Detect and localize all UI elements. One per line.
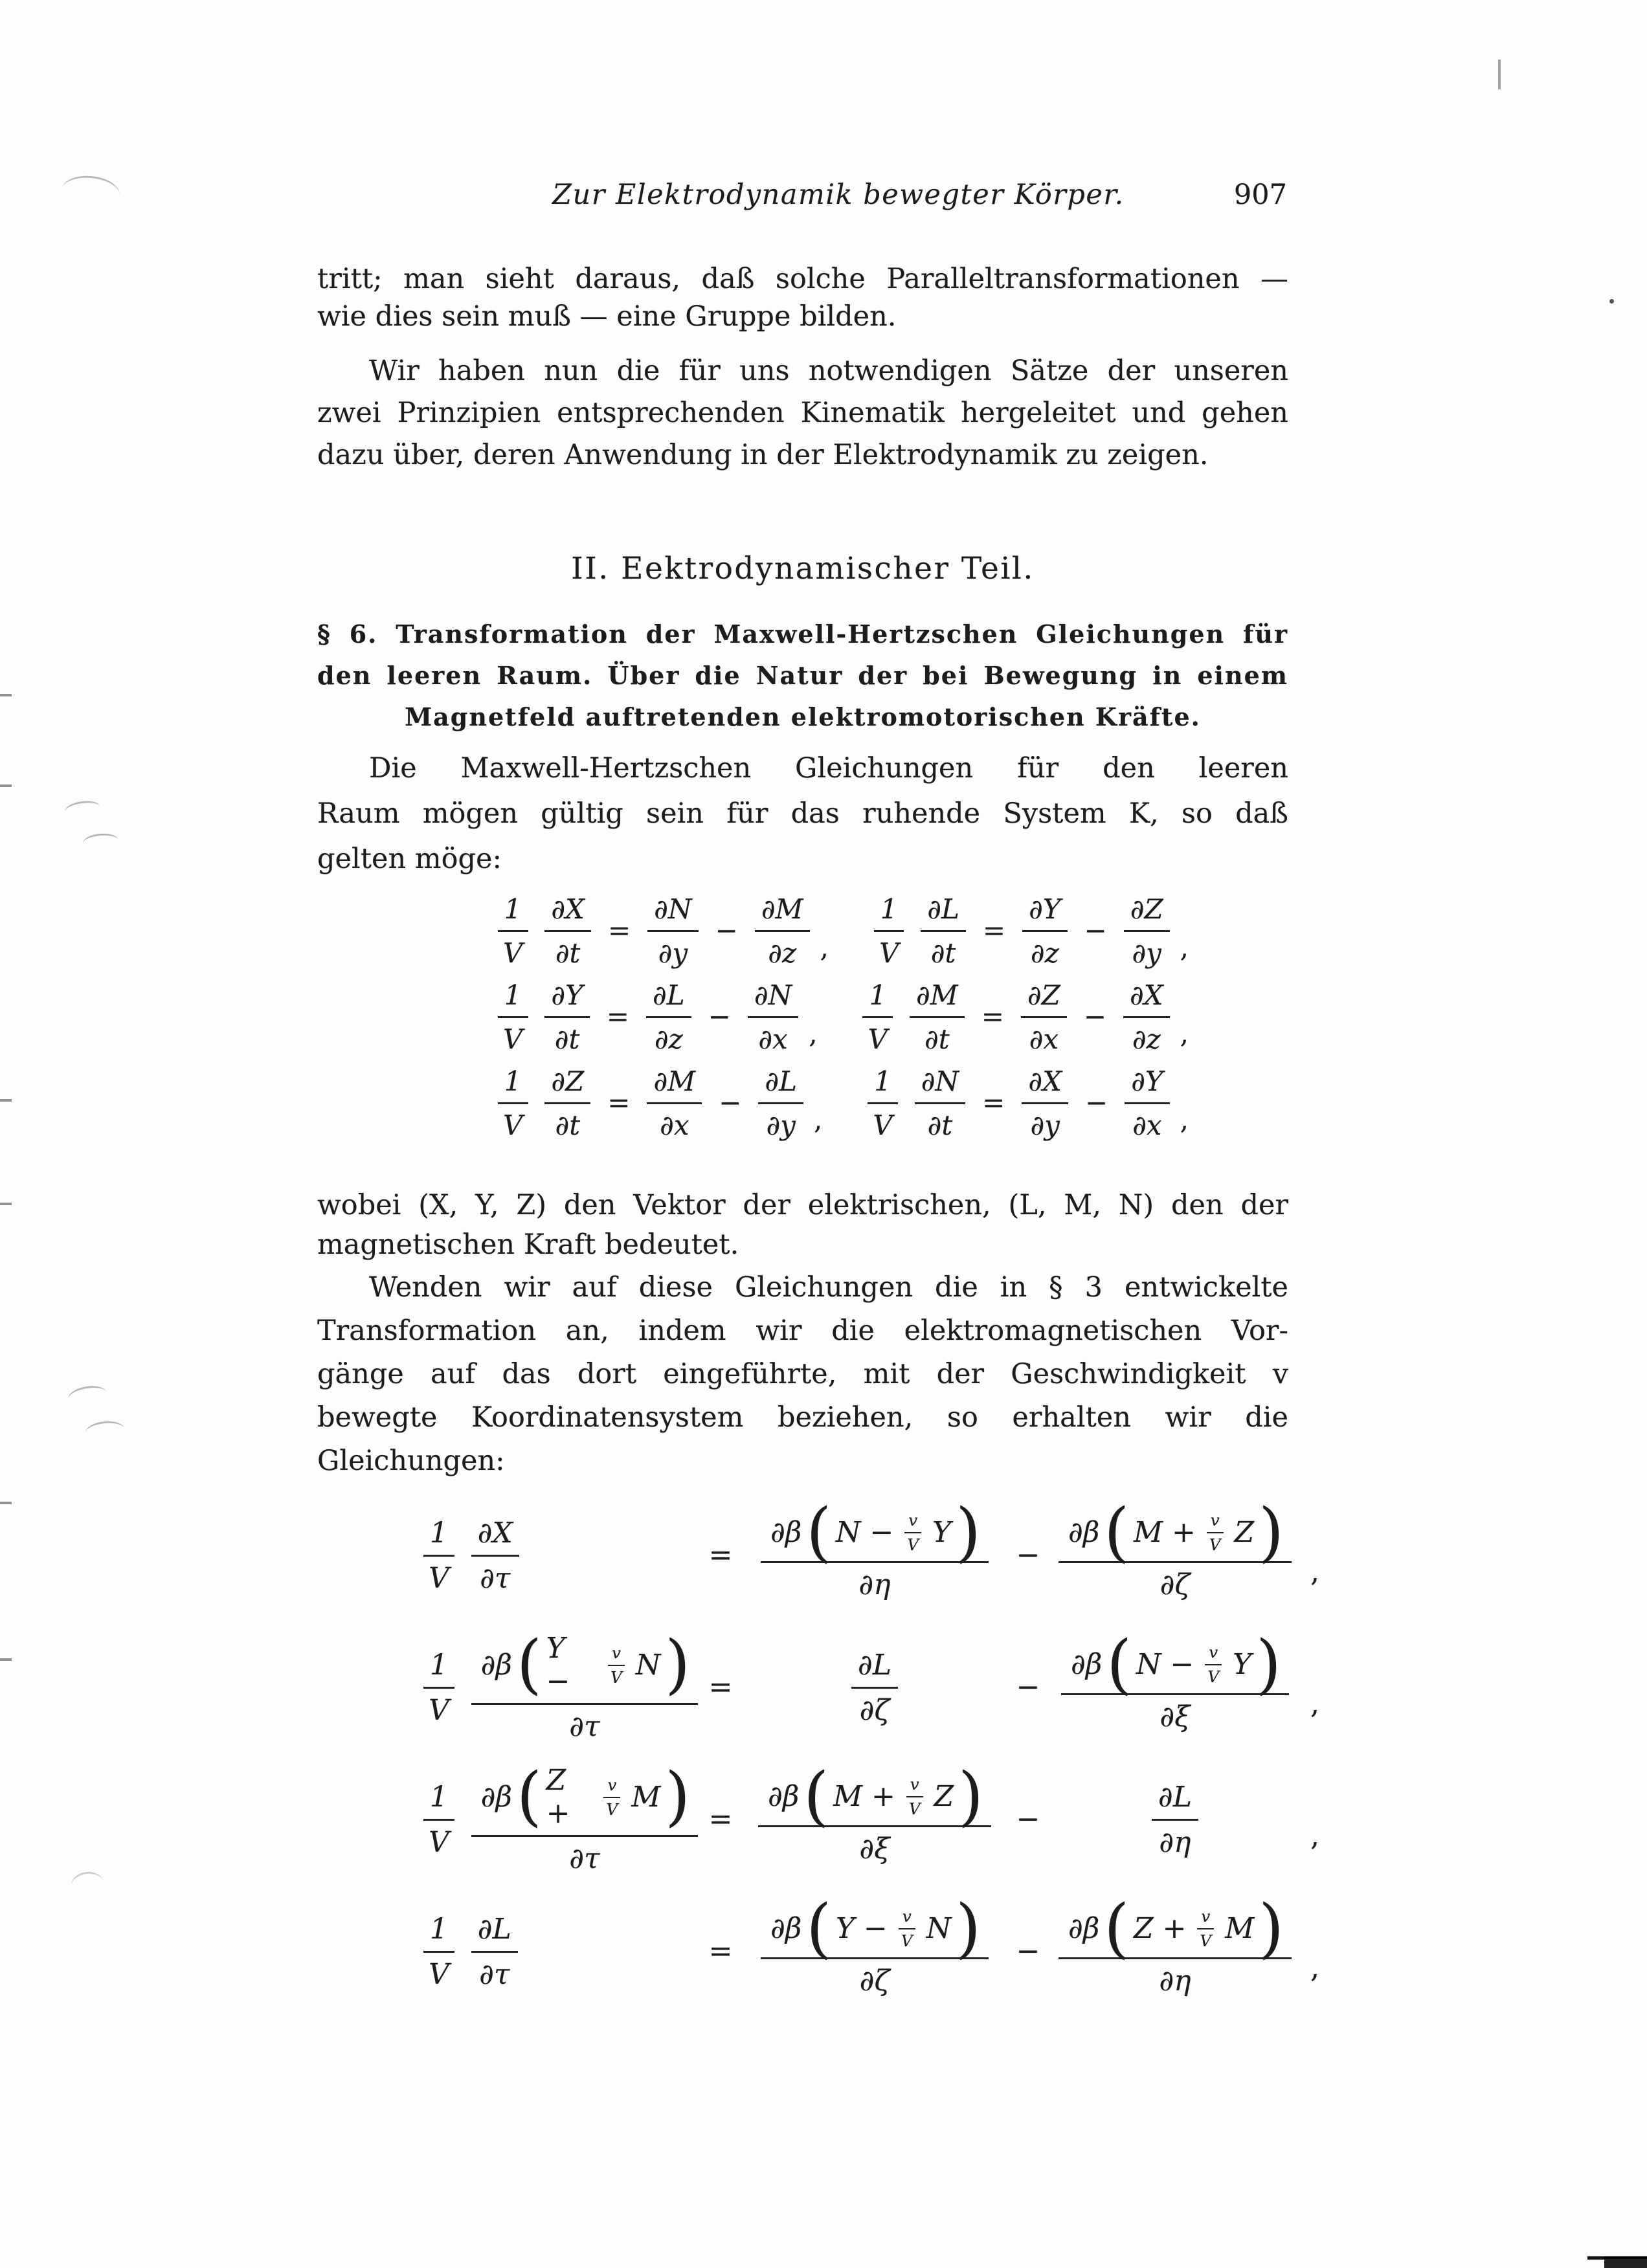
scan-artifact (0, 1099, 12, 1102)
text-line: zwei Prinzipien entsprechenden Kinematik hergeleitet und gehen (317, 397, 1288, 429)
fraction: $\frac{1}{V}$ (422, 1515, 456, 1595)
text-line: Die Maxwell-Hertzschen Gleichungen für den leeren (369, 752, 1288, 784)
equation-term (1042, 1495, 1308, 1601)
equation (858, 1064, 1189, 1141)
page-header (317, 179, 1288, 211)
scan-artifact (70, 1870, 106, 1900)
paragraph-wir-haben (317, 350, 1288, 476)
subsection-heading (317, 614, 1288, 738)
math-text: N (926, 1912, 952, 1946)
equation-term (735, 1759, 1014, 1865)
equation (489, 978, 818, 1055)
math-text: ∂β (480, 1648, 512, 1682)
fraction: $\frac{1}{V}$ (873, 892, 905, 969)
math-text: Z + (1133, 1912, 1187, 1946)
minus-sign: − (1016, 1934, 1040, 1968)
small-fraction: $\frac{v}{V}$ (603, 1775, 622, 1819)
paragraph-die-maxwell (317, 746, 1288, 882)
equation-lhs (414, 1911, 706, 1991)
equation-row (317, 1759, 1353, 1875)
text-line: gelten möge: (317, 843, 502, 875)
fraction: $\frac{1}{V}$ (497, 978, 529, 1055)
fraction: $\frac{\partial X}{\partial y}$ (1022, 1064, 1068, 1141)
equation-term (735, 1647, 1014, 1727)
scan-artifact (60, 173, 122, 212)
running-title: Zur Elektrodynamik bewegter Körper. (552, 179, 1125, 211)
math-text: Y − (546, 1632, 570, 1698)
fraction: $\frac{1}{V}$ (422, 1779, 456, 1859)
big-paren: ( (806, 1495, 831, 1570)
scan-artifact (85, 1419, 126, 1442)
minus-sign: − (1016, 1670, 1040, 1704)
fraction: $\frac{\partial X}{\partial t}$ (544, 892, 591, 969)
operator: = (982, 915, 1006, 946)
operator: = (606, 1001, 629, 1032)
comma: , (1310, 1687, 1319, 1720)
operator: − (1083, 1001, 1107, 1032)
equation-term (1042, 1627, 1308, 1733)
fraction: ∂β ( M + $\frac{v}{V}$ Z ) ∂ξ (758, 1772, 991, 1865)
text-line: wobei (X, Y, Z) den Vektor der elektrischen, (L, M, N) den der (317, 1189, 1288, 1221)
small-fraction: $\frac{v}{V}$ (903, 1511, 923, 1554)
big-paren: ) (956, 1495, 981, 1570)
equation-term (1042, 1891, 1308, 1997)
fraction: $\frac{\partial L}{\partial y}$ (758, 1064, 803, 1141)
small-fraction: $\frac{v}{V}$ (1204, 1643, 1223, 1686)
math-text: ∂β (770, 1516, 802, 1550)
operator: = (607, 915, 631, 946)
fraction: ∂β ( Y − $\frac{v}{V}$ N ) ∂ζ (761, 1904, 989, 1997)
big-paren: ( (516, 1627, 542, 1702)
fraction: $\frac{\partial Z}{\partial t}$ (544, 1064, 590, 1141)
operator: = (982, 1087, 1005, 1118)
fraction: $\frac{\partial M}{\partial z}$ (755, 892, 810, 969)
fraction: $\frac{\partial L}{\partial\zeta}$ (851, 1647, 898, 1727)
fraction: $\frac{\partial L}{\partial\tau}$ (471, 1911, 518, 1991)
text-line: Wenden wir auf diese Gleichungen die in § 3 entwickelte (369, 1271, 1288, 1304)
fraction: $\frac{\partial Y}{\partial z}$ (1022, 892, 1067, 969)
comma: , (1310, 1951, 1319, 1984)
paragraph-wenden (317, 1266, 1288, 1483)
math-text: M + (1133, 1516, 1196, 1550)
text-line: den leeren Raum. Über die Natur der bei Bewegung in einem (317, 661, 1288, 690)
big-paren: ) (1259, 1891, 1284, 1966)
math-text: N − (836, 1516, 894, 1550)
text-line: tritt; man sieht daraus, daß solche Paralleltransformationen — (317, 263, 1288, 295)
math-text: Y (1233, 1648, 1252, 1682)
math-text: Z + (546, 1764, 570, 1830)
fraction: $\frac{\partial X}{\partial\tau}$ (471, 1515, 519, 1595)
math-text: M (631, 1780, 661, 1814)
fraction: $\frac{\partial L}{\partial z}$ (646, 978, 691, 1055)
math-text: Z (1234, 1516, 1255, 1550)
equation (865, 892, 1189, 969)
comma: , (1180, 1104, 1189, 1135)
big-paren: ) (665, 1627, 690, 1702)
scan-artifact (0, 1203, 12, 1205)
math-text: Y (932, 1516, 952, 1550)
math-text: ∂β (1071, 1648, 1103, 1682)
comma: , (1180, 931, 1189, 963)
fraction: ∂β ( M + $\frac{v}{V}$ Z ) ∂ζ (1059, 1508, 1292, 1601)
paragraph-intro (317, 260, 1288, 335)
fraction: ∂β ( Y − $\frac{v}{V}$ N ) ∂τ (471, 1630, 698, 1743)
scan-artifact (82, 832, 119, 852)
fraction: $\frac{1}{V}$ (862, 978, 894, 1055)
fraction: $\frac{\partial M}{\partial x}$ (647, 1064, 702, 1141)
equation (854, 978, 1189, 1055)
math-text: ∂β (1068, 1912, 1100, 1946)
comma: , (809, 1017, 818, 1049)
equals-sign: = (708, 1670, 733, 1704)
big-paren: ) (1259, 1495, 1284, 1570)
fraction: $\frac{1}{V}$ (497, 1064, 529, 1141)
equation-term (735, 1891, 1014, 1997)
comma: , (1180, 1017, 1189, 1049)
comma: , (814, 1104, 823, 1135)
fraction: ∂β ( N − $\frac{v}{V}$ Y ) ∂η (761, 1508, 989, 1601)
small-fraction: $\frac{v}{V}$ (905, 1775, 924, 1818)
section-heading: II. Eektrodynamischer Teil. (571, 551, 1035, 586)
text-line: Gleichungen: (317, 1445, 505, 1477)
equation-lhs (414, 1627, 706, 1743)
fraction: $\frac{1}{V}$ (422, 1647, 456, 1727)
big-paren: ) (665, 1759, 690, 1834)
scan-artifact (67, 1383, 108, 1408)
fraction: $\frac{1}{V}$ (866, 1064, 899, 1141)
scan-artifact (1498, 60, 1501, 89)
minus-sign: − (1016, 1802, 1040, 1836)
comma: , (1310, 1555, 1319, 1588)
minus-sign: − (1016, 1538, 1040, 1572)
equation-row (317, 978, 1353, 1055)
text-line: dazu über, deren Anwendung in der Elektrodynamik zu zeigen. (317, 439, 1209, 471)
text-line: § 6. Transformation der Maxwell-Hertzschen Gleichungen für (317, 619, 1288, 649)
equation (489, 1064, 822, 1141)
equation (489, 892, 829, 969)
fraction: $\frac{\partial M}{\partial t}$ (910, 978, 965, 1055)
equation-row (317, 1495, 1353, 1610)
equation-row (317, 1891, 1353, 2007)
fraction: $\frac{\partial Z}{\partial x}$ (1021, 978, 1067, 1055)
math-text: M + (833, 1780, 895, 1814)
operator: − (1085, 1087, 1108, 1118)
math-text: N − (1136, 1648, 1194, 1682)
fraction: ∂β ( Z + $\frac{v}{V}$ M ) ∂τ (471, 1762, 698, 1875)
scan-artifact (0, 694, 12, 696)
small-fraction: $\frac{v}{V}$ (897, 1907, 917, 1950)
fraction: $\frac{1}{V}$ (422, 1911, 456, 1991)
equals-sign: = (708, 1802, 733, 1836)
fraction: ∂β ( N − $\frac{v}{V}$ Y ) ∂ξ (1061, 1640, 1289, 1733)
comma: , (820, 931, 829, 963)
equation-term (1042, 1779, 1308, 1859)
text-line: Raum mögen gültig sein für das ruhende System K, so daß (317, 797, 1288, 830)
scan-artifact (64, 799, 102, 819)
operator: − (719, 1087, 742, 1118)
equation-lhs (414, 1759, 706, 1875)
equation-lhs (414, 1515, 706, 1595)
text-line: bewegte Koordinatensystem beziehen, so erhalten wir die (317, 1401, 1288, 1434)
math-text: N (635, 1648, 661, 1682)
text-line: magnetischen Kraft bedeutet. (317, 1228, 739, 1261)
math-text: ∂β (480, 1780, 512, 1814)
paragraph-wobei (317, 1186, 1288, 1265)
big-paren: ( (516, 1759, 542, 1834)
big-paren: ) (1256, 1627, 1281, 1702)
equation-row (317, 892, 1353, 969)
text-line: gänge auf das dort eingeführte, mit der Geschwindigkeit v (317, 1358, 1288, 1390)
operator: = (607, 1087, 631, 1118)
equals-sign: = (708, 1934, 733, 1968)
fraction: $\frac{\partial N}{\partial x}$ (748, 978, 798, 1055)
transformed-equations (317, 1495, 1353, 2027)
fraction: $\frac{\partial N}{\partial t}$ (915, 1064, 965, 1141)
scan-artifact (0, 784, 12, 787)
math-text: ∂β (1068, 1516, 1100, 1550)
big-paren: ( (803, 1759, 829, 1834)
scan-artifact (1609, 299, 1614, 304)
math-text: Y − (836, 1912, 888, 1946)
scan-artifact (0, 1658, 12, 1661)
big-paren: ( (1104, 1891, 1129, 1966)
equation-row (317, 1064, 1353, 1141)
text-line: Magnetfeld auftretenden elektromotorischen Kräfte. (405, 702, 1201, 731)
small-fraction: $\frac{v}{V}$ (1205, 1511, 1225, 1554)
maxwell-hertz-equations (317, 892, 1353, 1150)
math-text: ∂β (770, 1912, 802, 1946)
fraction: $\frac{\partial N}{\partial y}$ (647, 892, 698, 969)
text-line: Wir haben nun die für uns notwendigen Sätze der unseren (369, 355, 1288, 387)
equals-sign: = (708, 1538, 733, 1572)
scan-artifact (0, 1502, 12, 1504)
fraction: $\frac{\partial Z}{\partial y}$ (1124, 892, 1170, 969)
big-paren: ) (956, 1891, 981, 1966)
operator: − (715, 915, 738, 946)
text-line: Transformation an, indem wir die elektromagnetischen Vor- (317, 1315, 1288, 1347)
fraction: $\frac{1}{V}$ (497, 892, 529, 969)
page-number: 907 (1233, 179, 1287, 211)
text-line: wie dies sein muß — eine Gruppe bilden. (317, 300, 897, 333)
fraction: $\frac{\partial Y}{\partial t}$ (544, 978, 589, 1055)
small-fraction: $\frac{v}{V}$ (1196, 1907, 1215, 1950)
operator: − (1084, 915, 1107, 946)
operator: − (708, 1001, 731, 1032)
comma: , (1310, 1819, 1319, 1852)
big-paren: ( (1104, 1495, 1129, 1570)
fraction: $\frac{\partial Y}{\partial x}$ (1125, 1064, 1169, 1141)
operator: = (981, 1001, 1004, 1032)
big-paren: ) (958, 1759, 983, 1834)
math-text: M (1225, 1912, 1255, 1946)
fraction: $\frac{\partial L}{\partial t}$ (921, 892, 966, 969)
fraction: $\frac{\partial L}{\partial\eta}$ (1152, 1779, 1198, 1859)
equation-term (735, 1495, 1014, 1601)
math-text: ∂β (768, 1780, 800, 1814)
fraction: $\frac{\partial X}{\partial z}$ (1123, 978, 1170, 1055)
scan-artifact (1604, 2256, 1647, 2268)
equation-row (317, 1627, 1353, 1743)
fraction: ∂β ( Z + $\frac{v}{V}$ M ) ∂η (1059, 1904, 1292, 1997)
big-paren: ( (1106, 1627, 1132, 1702)
big-paren: ( (806, 1891, 831, 1966)
small-fraction: $\frac{v}{V}$ (607, 1643, 626, 1687)
math-text: Z (934, 1780, 954, 1814)
